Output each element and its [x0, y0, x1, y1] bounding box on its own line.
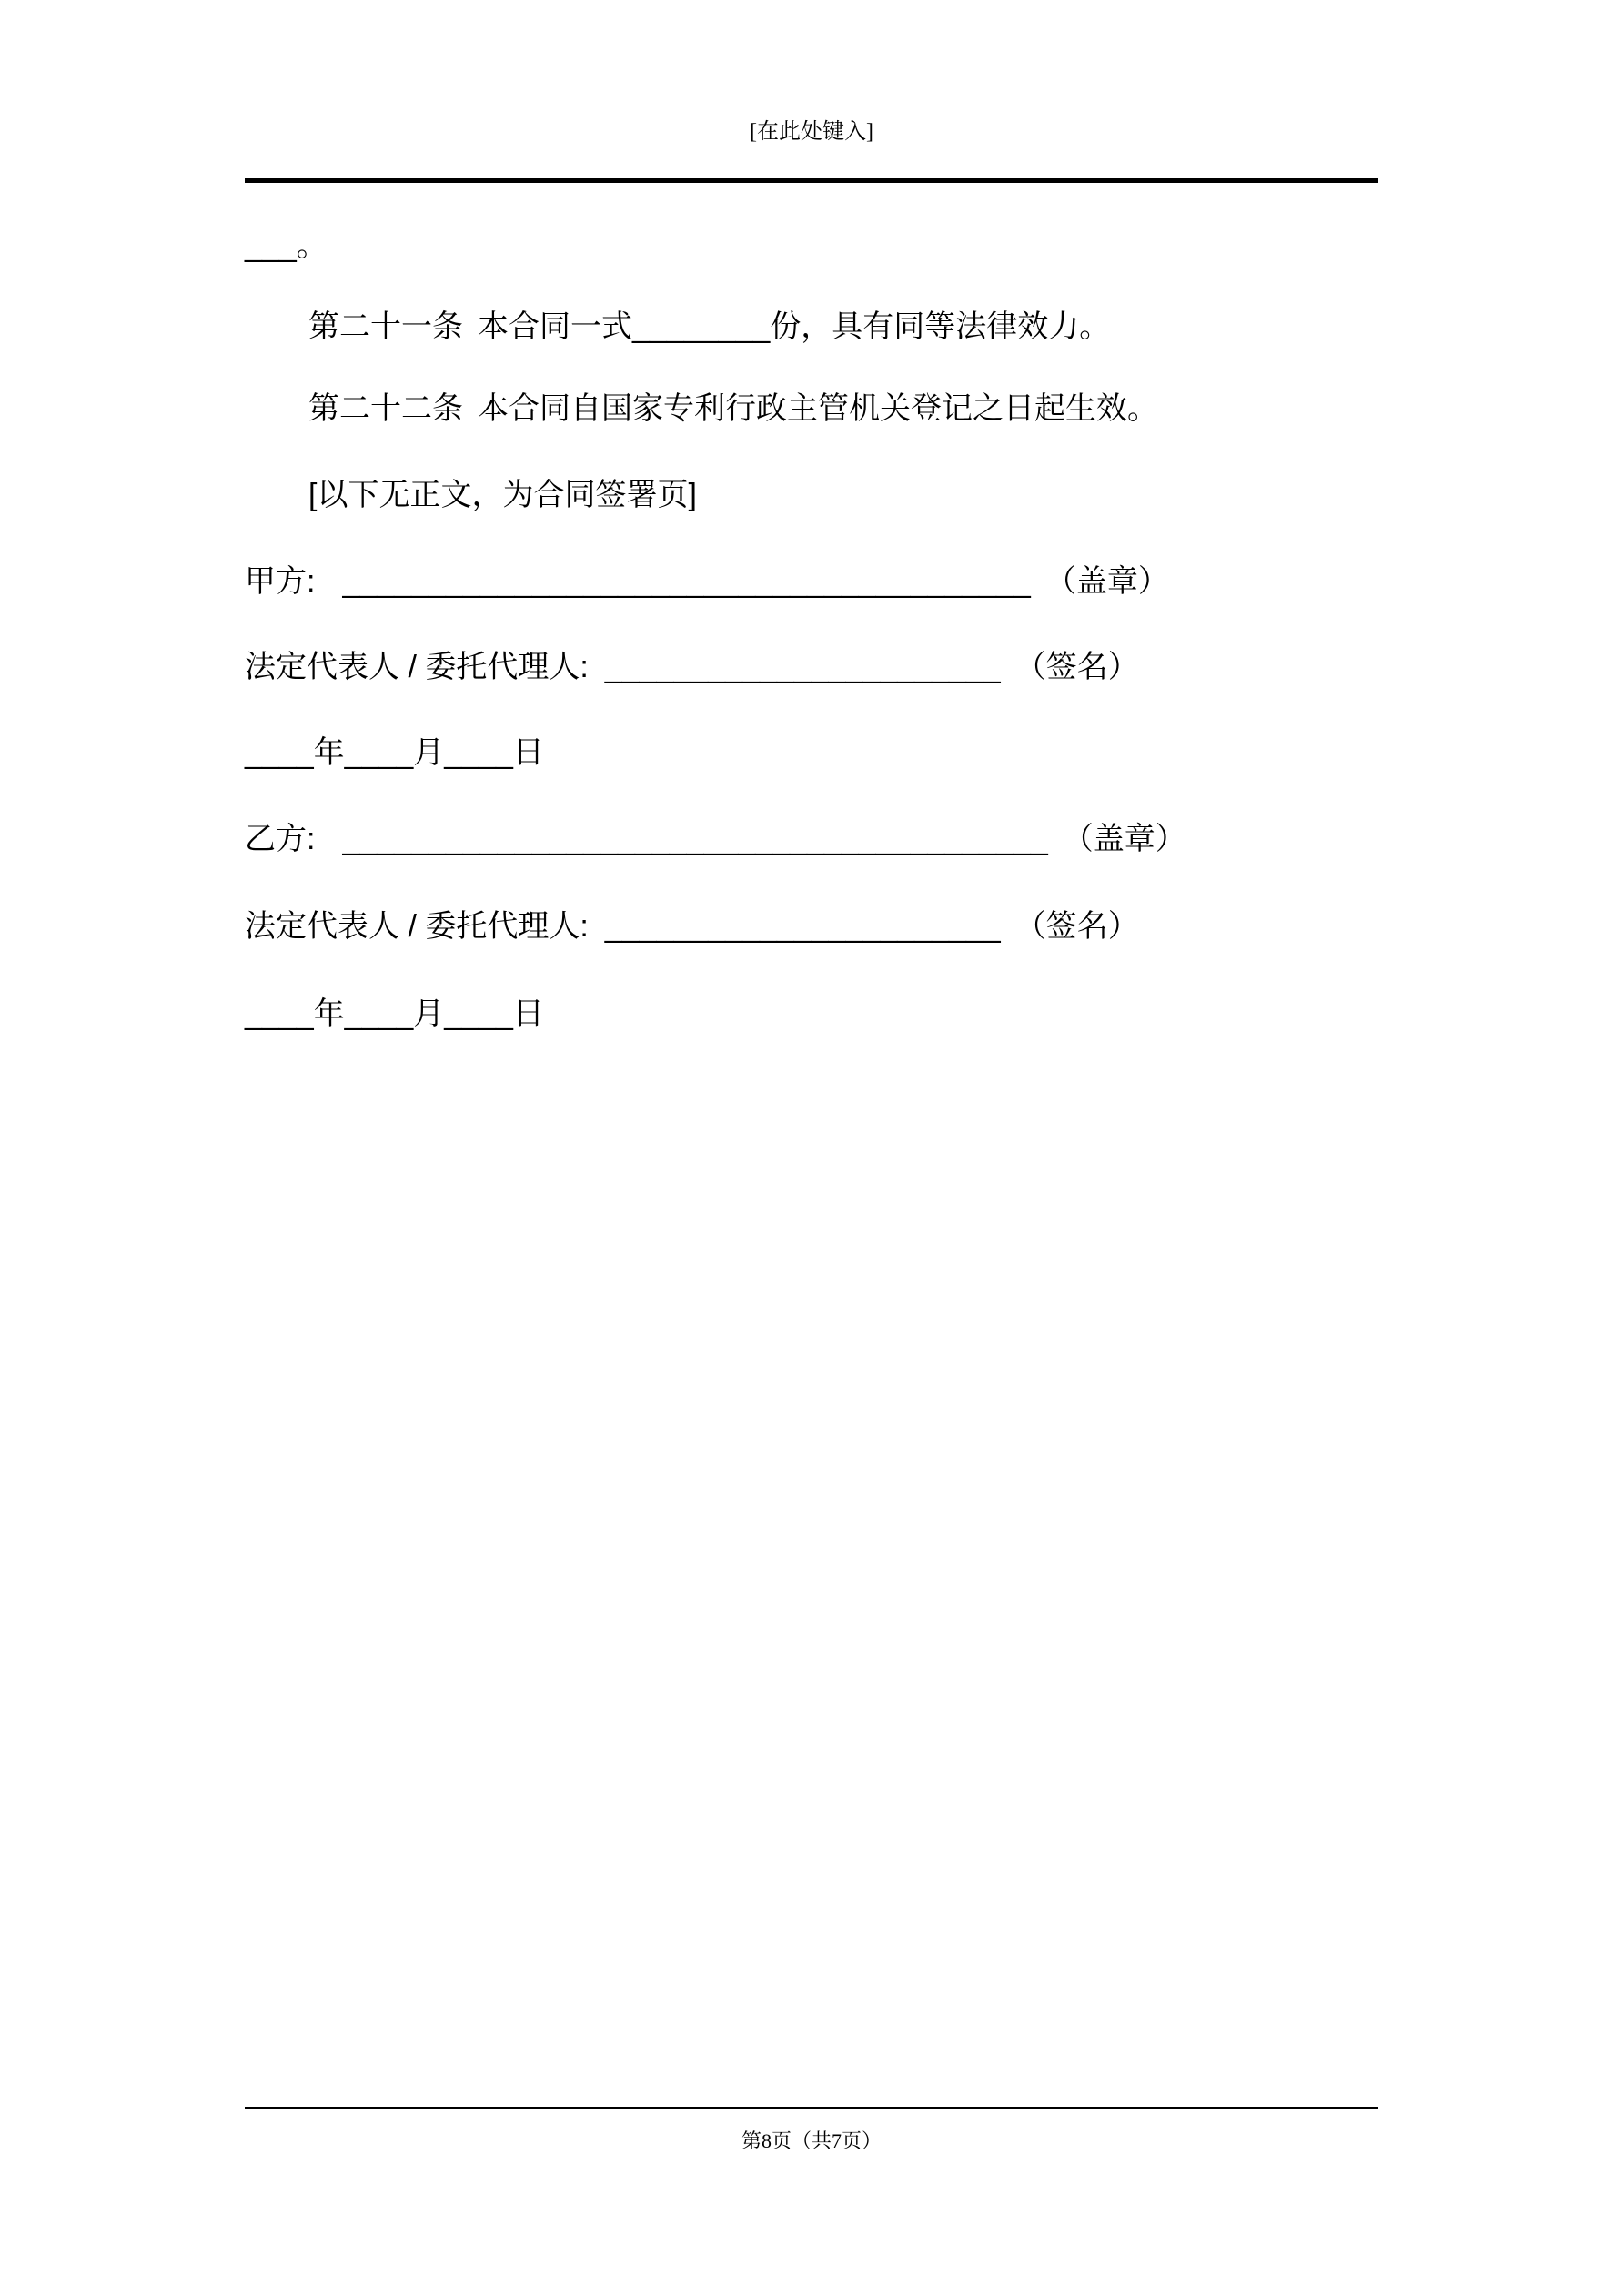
day-label: 日 — [512, 735, 544, 770]
day-label: 日 — [512, 996, 544, 1031]
party-a-representative-row — [245, 650, 1139, 684]
date-blank-day: ____ — [444, 735, 513, 770]
page-header-placeholder: [在此处键入] — [750, 120, 873, 144]
party-a-date-row — [245, 735, 544, 770]
month-label: 月 — [413, 996, 445, 1031]
party-b-row — [245, 822, 1186, 856]
paragraph-continuation — [245, 228, 328, 263]
party-a-representative-blank: _______________________ — [604, 650, 1001, 684]
date-blank-month: ____ — [344, 735, 414, 770]
header-rule — [245, 178, 1378, 183]
party-a-seal-note: （盖章） — [1044, 564, 1169, 599]
party-a-sign-note: （签名） — [1014, 650, 1139, 684]
clause-21-text-post: 份，具有同等法律效力。 — [770, 309, 1111, 344]
footer-rule — [245, 2107, 1378, 2109]
party-b-sign-note: （签名） — [1014, 909, 1139, 944]
date-blank-day: ____ — [444, 996, 513, 1031]
date-blank-year: ____ — [245, 996, 314, 1031]
party-a-row — [245, 564, 1169, 599]
clause-22-number: 第二十二条 — [308, 391, 463, 426]
clause-22 — [245, 391, 1158, 426]
party-b-label: 乙方: — [245, 822, 316, 856]
year-label: 年 — [313, 996, 345, 1031]
party-b-seal-note: （盖章） — [1062, 822, 1186, 856]
clause-21-text-pre: 本合同一式 — [478, 309, 632, 344]
party-a-representative-label: 法定代表人 / 委托代理人: — [245, 650, 589, 684]
party-a-label: 甲方: — [245, 564, 316, 599]
party-b-signature-blank: _________________________________________ — [342, 822, 1048, 856]
clause-21-number: 第二十一条 — [308, 309, 463, 344]
party-b-representative-blank: _______________________ — [604, 909, 1001, 944]
page-number: 第8页（共7页） — [741, 2129, 882, 2152]
date-blank-year: ____ — [245, 735, 314, 770]
date-blank-month: ____ — [344, 996, 414, 1031]
party-b-representative-row — [245, 909, 1139, 944]
signature-page-note: [以下无正文，为合同签署页] — [308, 478, 697, 512]
month-label: 月 — [413, 735, 445, 770]
full-stop: 。 — [296, 228, 328, 263]
clause-21 — [245, 309, 1110, 344]
party-b-representative-label: 法定代表人 / 委托代理人: — [245, 909, 589, 944]
clause-22-text: 本合同自国家专利行政主管机关登记之日起生效。 — [478, 391, 1158, 426]
fill-in-blank: ________ — [632, 309, 771, 344]
party-a-signature-blank: ________________________________________ — [342, 564, 1031, 599]
year-label: 年 — [313, 735, 345, 770]
fill-in-blank: ___ — [245, 228, 297, 263]
party-b-date-row — [245, 996, 544, 1031]
